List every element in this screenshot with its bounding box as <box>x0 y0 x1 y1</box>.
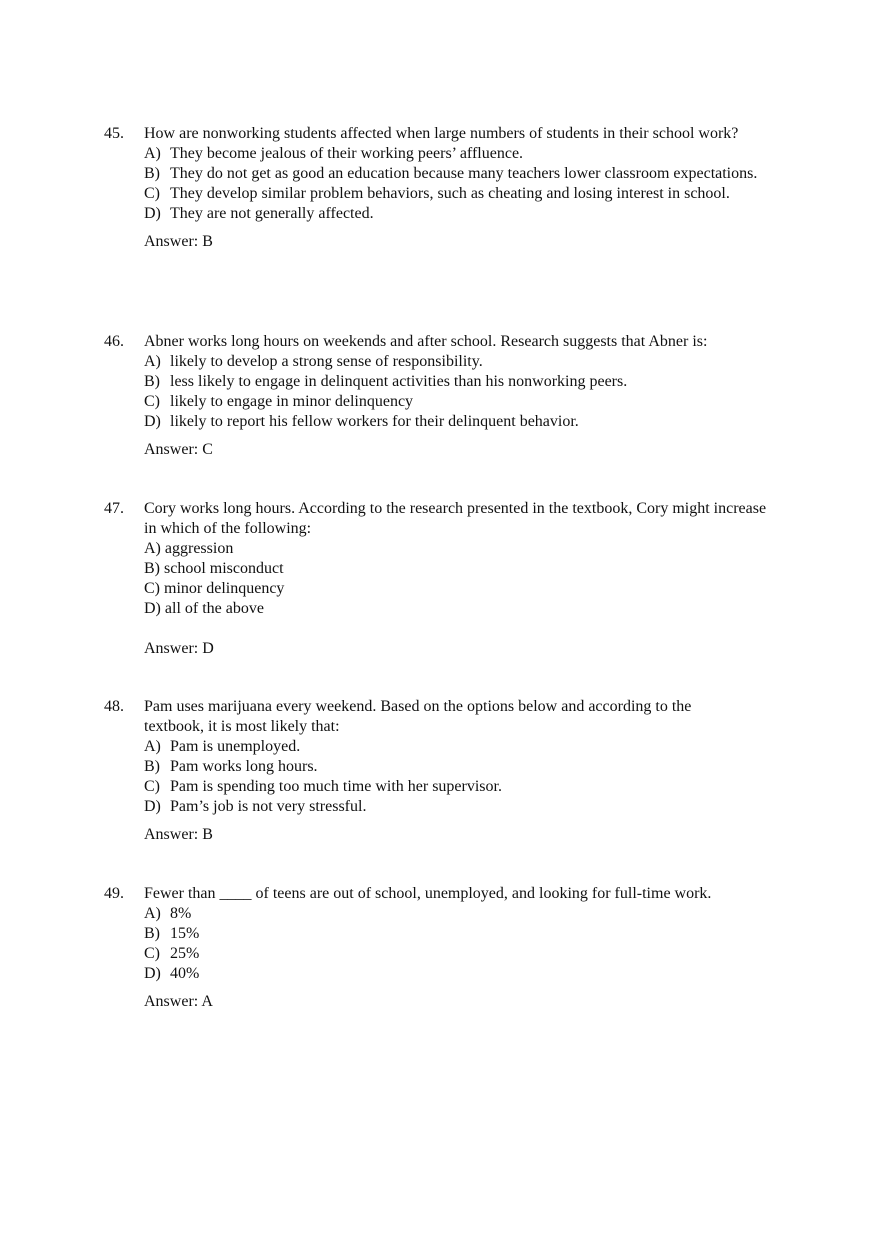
option-text: They develop similar problem behaviors, such as cheating and losing interest in school. <box>170 185 730 202</box>
option-letter: B) <box>144 925 160 942</box>
option-text: 8% <box>170 905 192 922</box>
option-a <box>144 539 804 559</box>
question-stem: Pam uses marijuana every weekend. Based on the options below and according to the textbook, it is most likely that: <box>144 698 692 735</box>
options-list <box>144 737 804 817</box>
question-number: 49. <box>104 885 124 902</box>
option-d <box>144 797 804 817</box>
question-49 <box>104 884 804 1012</box>
option-letter: C) <box>144 393 160 410</box>
options-list <box>144 352 804 432</box>
option-c <box>144 777 804 797</box>
option-c <box>144 579 804 599</box>
option-text: all of the above <box>164 600 264 617</box>
option-c <box>144 392 804 412</box>
option-text: 40% <box>170 965 200 982</box>
option-text: 25% <box>170 945 200 962</box>
option-text: They do not get as good an education because many teachers lower classroom expectations. <box>170 165 758 182</box>
option-text: likely to develop a strong sense of responsibility. <box>170 353 483 370</box>
option-letter: C) <box>144 185 160 202</box>
option-text: likely to engage in minor delinquency <box>170 393 414 410</box>
option-text: Pam’s job is not very stressful. <box>170 798 367 815</box>
question-46 <box>104 332 804 460</box>
option-text: school misconduct <box>164 560 284 577</box>
option-letter: A) <box>144 738 161 755</box>
option-d <box>144 964 804 984</box>
question-48 <box>104 697 804 845</box>
option-letter: B) <box>144 560 160 577</box>
option-letter: A) <box>144 905 161 922</box>
option-c <box>144 184 804 204</box>
option-b <box>144 757 804 777</box>
option-letter: B) <box>144 373 160 390</box>
question-number: 45. <box>104 125 124 142</box>
option-letter: A) <box>144 540 161 557</box>
option-letter: D) <box>144 798 161 815</box>
option-letter: D) <box>144 600 161 617</box>
option-b <box>144 924 804 944</box>
answer-text: Answer: B <box>144 233 213 250</box>
question-number: 46. <box>104 333 124 350</box>
option-b <box>144 559 804 579</box>
option-d <box>144 599 804 619</box>
option-letter: D) <box>144 413 161 430</box>
option-text: They are not generally affected. <box>170 205 374 222</box>
option-a <box>144 904 804 924</box>
question-stem: Fewer than ____ of teens are out of school, unemployed, and looking for full-time work. <box>144 885 712 902</box>
answer-text: Answer: A <box>144 993 213 1010</box>
question-stem: Cory works long hours. According to the research presented in the textbook, Cory might increase in which of the following: <box>144 500 767 537</box>
option-d <box>144 412 804 432</box>
question-stem: How are nonworking students affected when large numbers of students in their school work? <box>144 125 739 142</box>
option-letter: A) <box>144 145 161 162</box>
option-letter: D) <box>144 205 161 222</box>
option-letter: D) <box>144 965 161 982</box>
options-list <box>144 904 804 984</box>
option-letter: C) <box>144 945 160 962</box>
options-list <box>144 144 804 224</box>
option-text: minor delinquency <box>164 580 285 597</box>
options-list <box>144 539 804 619</box>
option-text: Pam works long hours. <box>170 758 318 775</box>
answer-text: Answer: B <box>144 826 213 843</box>
question-47 <box>104 499 804 659</box>
question-number: 47. <box>104 500 124 517</box>
option-letter: C) <box>144 778 160 795</box>
option-letter: B) <box>144 165 160 182</box>
option-letter: C) <box>144 580 160 597</box>
option-text: 15% <box>170 925 200 942</box>
answer-text: Answer: D <box>144 640 214 657</box>
option-text: likely to report his fellow workers for their delinquent behavior. <box>170 413 579 430</box>
option-c <box>144 944 804 964</box>
option-text: Pam is spending too much time with her supervisor. <box>170 778 502 795</box>
option-text: less likely to engage in delinquent activities than his nonworking peers. <box>170 373 628 390</box>
option-b <box>144 372 804 392</box>
option-a <box>144 737 804 757</box>
option-a <box>144 352 804 372</box>
option-b <box>144 164 804 184</box>
option-letter: B) <box>144 758 160 775</box>
option-text: They become jealous of their working peers’ affluence. <box>170 145 524 162</box>
question-stem: Abner works long hours on weekends and after school. Research suggests that Abner is: <box>144 333 708 350</box>
option-d <box>144 204 804 224</box>
question-45 <box>104 124 804 252</box>
answer-text: Answer: C <box>144 441 213 458</box>
option-letter: A) <box>144 353 161 370</box>
option-text: Pam is unemployed. <box>170 738 301 755</box>
question-number: 48. <box>104 698 124 715</box>
option-text: aggression <box>164 540 234 557</box>
option-a <box>144 144 804 164</box>
